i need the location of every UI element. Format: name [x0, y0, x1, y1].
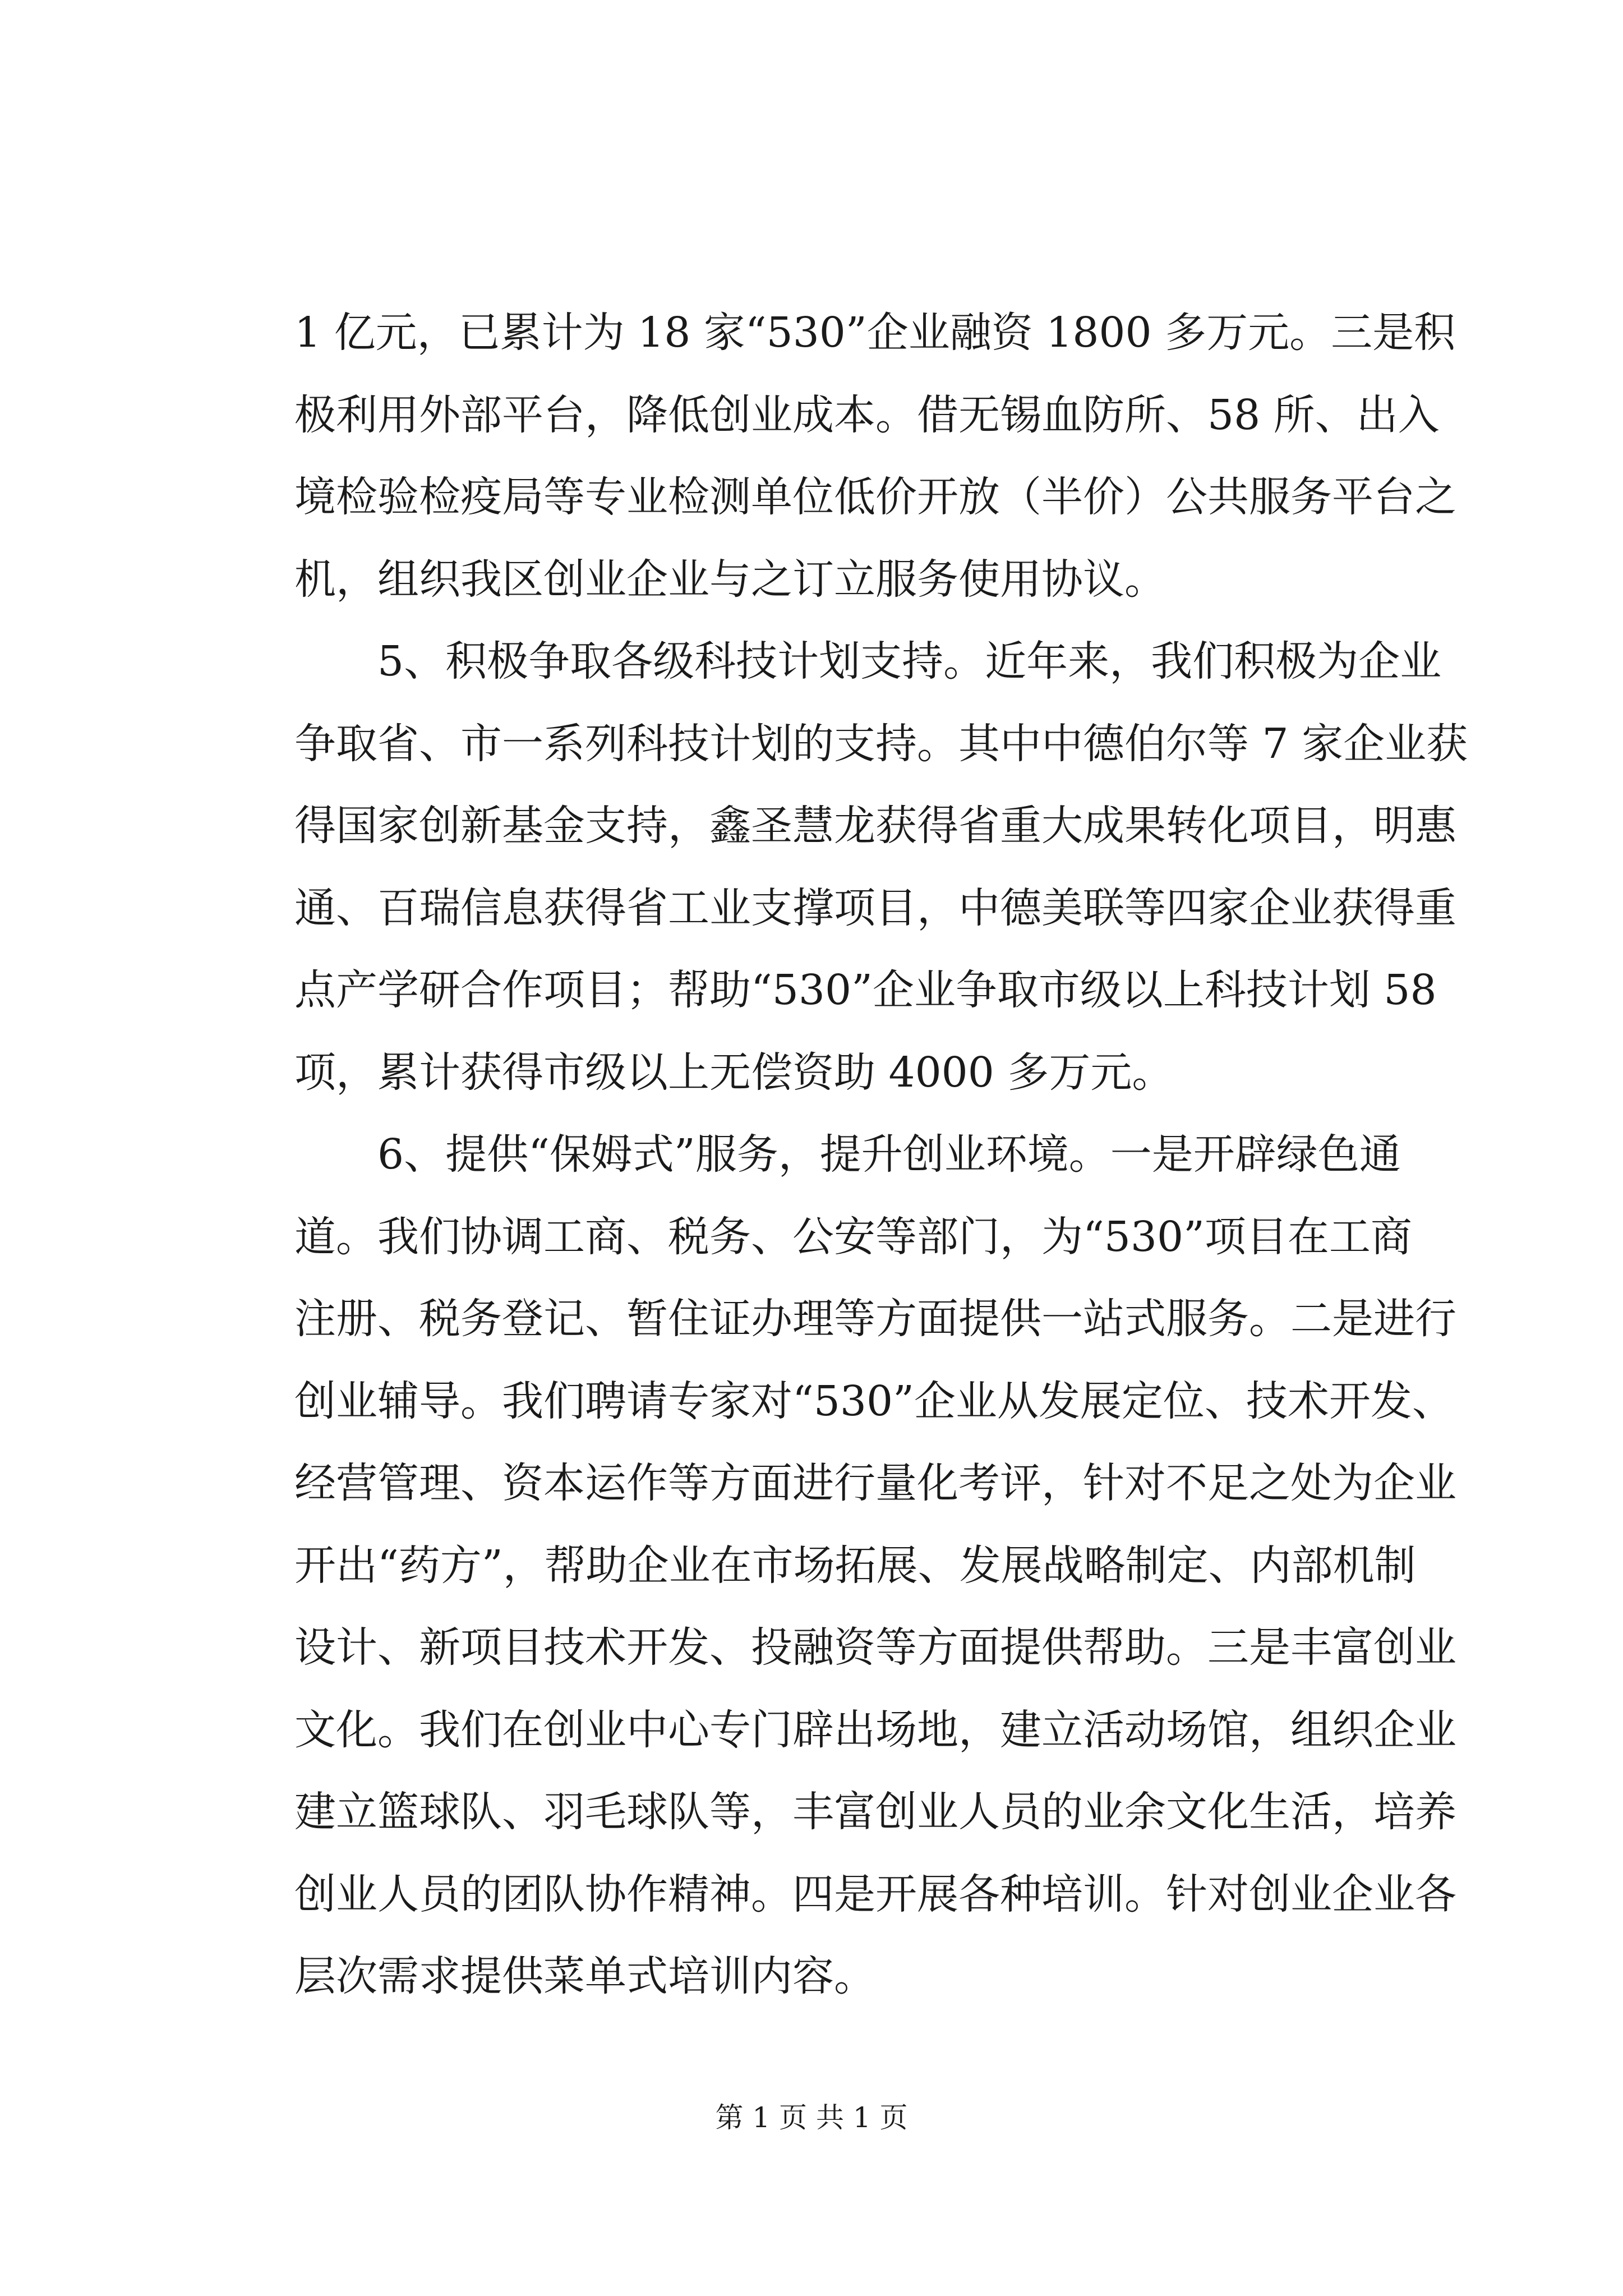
paragraph-line: 5、积极争取各级科技计划支持。近年来，我们积极为企业 — [377, 637, 1442, 685]
paragraph-line: 得国家创新基金支持，鑫圣慧龙获得省重大成果转化项目，明惠 — [294, 802, 1456, 850]
paragraph-2 — [294, 620, 1468, 1114]
paragraph-line: 项，累计获得市级以上无偿资助 4000 多万元。 — [294, 1048, 1174, 1097]
paragraph-line: 机，组织我区创业企业与之订立服务使用协议。 — [294, 555, 1166, 604]
paragraph-line: 层次需求提供菜单式培训内容。 — [294, 1952, 875, 2000]
paragraph-line: 1 亿元，已累计为 18 家“530”企业融资 1800 多万元。三是积 — [294, 309, 1456, 357]
paragraph-line: 经营管理、资本运作等方面进行量化考评，针对不足之处为企业 — [294, 1459, 1456, 1507]
paragraph-line: 6、提供“保姆式”服务，提升创业环境。一是开辟绿色通 — [377, 1130, 1401, 1179]
paragraph-line: 通、百瑞信息获得省工业支撑项目，中德美联等四家企业获得重 — [294, 884, 1456, 932]
paragraph-1 — [294, 292, 1456, 620]
paragraph-line: 争取省、市一系列科技计划的支持。其中中德伯尔等 7 家企业获 — [294, 719, 1468, 768]
document-body — [294, 292, 1468, 2018]
paragraph-line: 设计、新项目技术开发、投融资等方面提供帮助。三是丰富创业 — [294, 1623, 1456, 1672]
paragraph-line: 境检验检疫局等专业检测单位低价开放（半价）公共服务平台之 — [294, 473, 1456, 521]
page-number-label: 第 1 页 共 1 页 — [715, 2101, 908, 2134]
page-footer — [0, 2098, 1623, 2137]
paragraph-line: 创业辅导。我们聘请专家对“530”企业从发展定位、技术开发、 — [294, 1377, 1454, 1425]
paragraph-line: 创业人员的团队协作精神。四是开展各种培训。针对创业企业各 — [294, 1870, 1456, 1918]
paragraph-line: 开出“药方”，帮助企业在市场拓展、发展战略制定、内部机制 — [294, 1541, 1416, 1590]
paragraph-line: 注册、税务登记、暂住证办理等方面提供一站式服务。二是进行 — [294, 1295, 1456, 1343]
paragraph-line: 文化。我们在创业中心专门辟出场地，建立活动场馆，组织企业 — [294, 1705, 1456, 1754]
paragraph-line: 极利用外部平台，降低创业成本。借无锡血防所、58 所、出入 — [294, 390, 1440, 439]
paragraph-line: 道。我们协调工商、税务、公安等部门，为“530”项目在工商 — [294, 1212, 1412, 1261]
paragraph-line: 建立篮球队、羽毛球队等，丰富创业人员的业余文化生活，培养 — [294, 1788, 1456, 1836]
paragraph-3 — [294, 1114, 1456, 2018]
paragraph-line: 点产学研合作项目；帮助“530”企业争取市级以上科技计划 58 — [294, 966, 1437, 1014]
